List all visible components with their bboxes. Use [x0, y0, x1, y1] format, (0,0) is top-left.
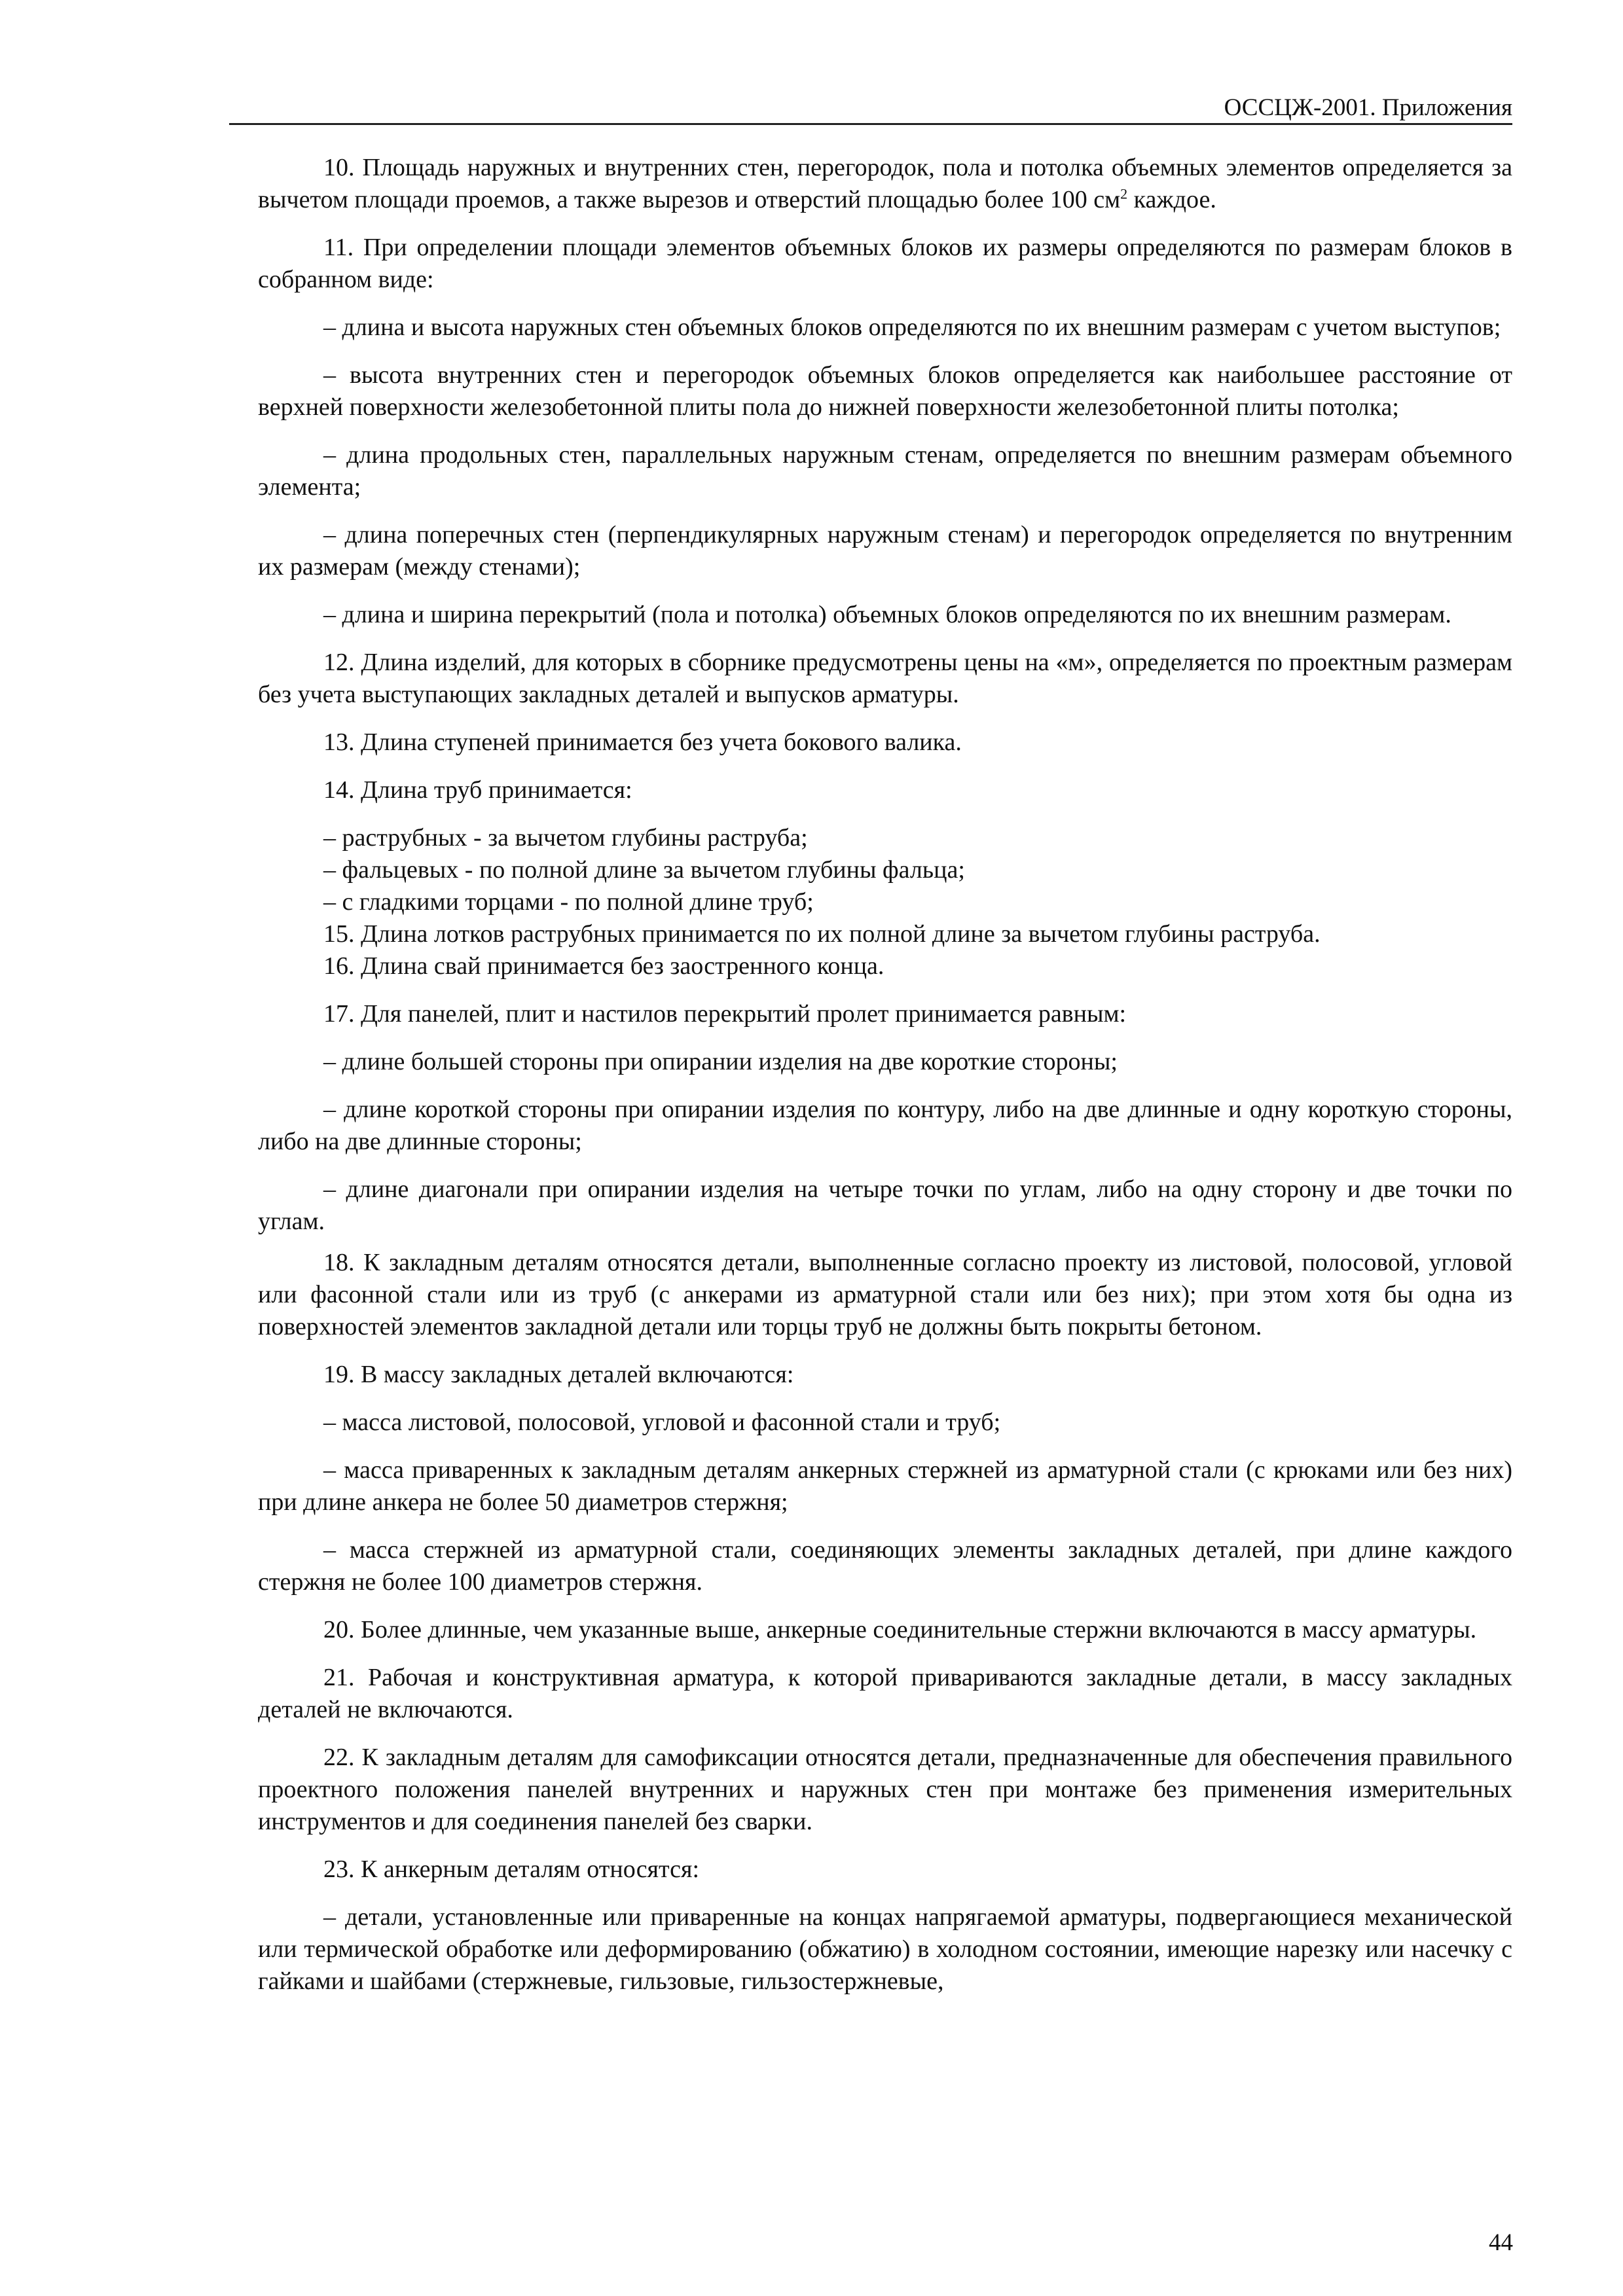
superscript: 2	[1120, 185, 1128, 202]
page-number: 44	[1489, 2229, 1513, 2256]
paragraph-23: 23. К анкерным деталям относятся:	[323, 1856, 700, 1883]
paragraph-20: 20. Более длинные, чем указанные выше, анкерные соединительные стержни включаются в массу арматуры.	[323, 1616, 1477, 1643]
paragraph-11: 11. При определении площади элементов объемных блоков их размеры определяются по размерам блоков в собранном виде:	[258, 234, 1512, 293]
list-item: – фальцевых - по полной длине за вычетом глубины фальца;	[323, 856, 965, 884]
paragraph-13: 13. Длина ступеней принимается без учета бокового валика.	[323, 728, 962, 756]
paragraph-22: 22. К закладным деталям для самофиксации относятся детали, предназначенные для обеспечения правильного проектного положения панелей внутренних и наружных стен при монтаже без применения измерительных инструментов и для соединения панелей без сварки.	[258, 1744, 1512, 1835]
list-item: – длина и ширина перекрытий (пола и потолка) объемных блоков определяются по их внешним размерам.	[323, 601, 1451, 628]
list-item: – раструбных - за вычетом глубины раструба;	[323, 824, 808, 852]
paragraph-17: 17. Для панелей, плит и настилов перекрытий пролет принимается равным:	[323, 1000, 1127, 1028]
list-item: – длине короткой стороны при опирании изделия по контуру, либо на две длинные и одну короткую стороны, либо на две длинные стороны;	[258, 1096, 1512, 1155]
list-item: – масса приваренных к закладным деталям анкерных стержней из арматурной стали (с крюками или без них) при длине анкера не более 50 диаметров стержня;	[258, 1456, 1512, 1516]
list-item: – высота внутренних стен и перегородок объемных блоков определяется как наибольшее расстояние от верхней поверхности железобетонной плиты пола до нижней поверхности железобетонной плиты потолка;	[258, 361, 1512, 421]
paragraph-10-text: 10. Площадь наружных и внутренних стен, перегородок, пола и потолка объемных элементов определяется за вычетом площади проемов, а также вырезов и отверстий площадью более 100 см	[258, 154, 1512, 213]
paragraph-15: 15. Длина лотков раструбных принимается по их полной длине за вычетом глубины раструба.	[323, 920, 1321, 948]
header-title: ОССЦЖ-2001. Приложения	[1224, 94, 1512, 121]
paragraph-10	[258, 152, 1512, 216]
list-item: – длине большей стороны при опирании изделия на две короткие стороны;	[323, 1048, 1118, 1075]
document-body	[258, 152, 1512, 1998]
paragraph-16: 16. Длина свай принимается без заостренного конца.	[323, 952, 884, 980]
list-item: – масса листовой, полосовой, угловой и фасонной стали и труб;	[323, 1408, 1001, 1436]
paragraph-10-tail: каждое.	[1127, 186, 1216, 213]
list-item: – длина поперечных стен (перпендикулярных наружным стенам) и перегородок определяется по внутренним их размерам (между стенами);	[258, 521, 1512, 581]
list-item: – длина продольных стен, параллельных наружным стенам, определяется по внешним размерам объемного элемента;	[258, 441, 1512, 501]
list-item: – длине диагонали при опирании изделия на четыре точки по углам, либо на одну сторону и две точки по углам.	[258, 1175, 1512, 1235]
paragraph-14: 14. Длина труб принимается:	[323, 776, 632, 804]
paragraph-21: 21. Рабочая и конструктивная арматура, к которой привариваются закладные детали, в массу закладных деталей не включаются.	[258, 1664, 1512, 1723]
paragraph-18: 18. К закладным деталям относятся детали, выполненные согласно проекту из листовой, полосовой, угловой или фасонной стали или из труб (с анкерами из арматурной стали или без них); при этом хотя бы одна из поверхностей элементов закладной детали или торцы труб не должны быть покрыты бетоном.	[258, 1249, 1512, 1340]
list-item: – длина и высота наружных стен объемных блоков определяются по их внешним размерам с учетом выступов;	[323, 314, 1501, 341]
list-item: – детали, установленные или приваренные на концах напрягаемой арматуры, подвергающиеся механической или термической обработке или деформированию (обжатию) в холодном состоянии, имеющие нарезку или насечку с гайками и шайбами (стержневые, гильзовые, гильзостержневые,	[258, 1903, 1512, 1995]
paragraph-12: 12. Длина изделий, для которых в сборнике предусмотрены цены на «м», определяется по проектным размерам без учета выступающих закладных деталей и выпусков арматуры.	[258, 649, 1512, 708]
paragraph-19: 19. В массу закладных деталей включаются:	[323, 1361, 794, 1388]
list-item: – масса стержней из арматурной стали, соединяющих элементы закладных деталей, при длине каждого стержня не более 100 диаметров стержня.	[258, 1536, 1512, 1596]
page-header	[229, 94, 1512, 125]
list-item: – с гладкими торцами - по полной длине труб;	[323, 888, 814, 916]
